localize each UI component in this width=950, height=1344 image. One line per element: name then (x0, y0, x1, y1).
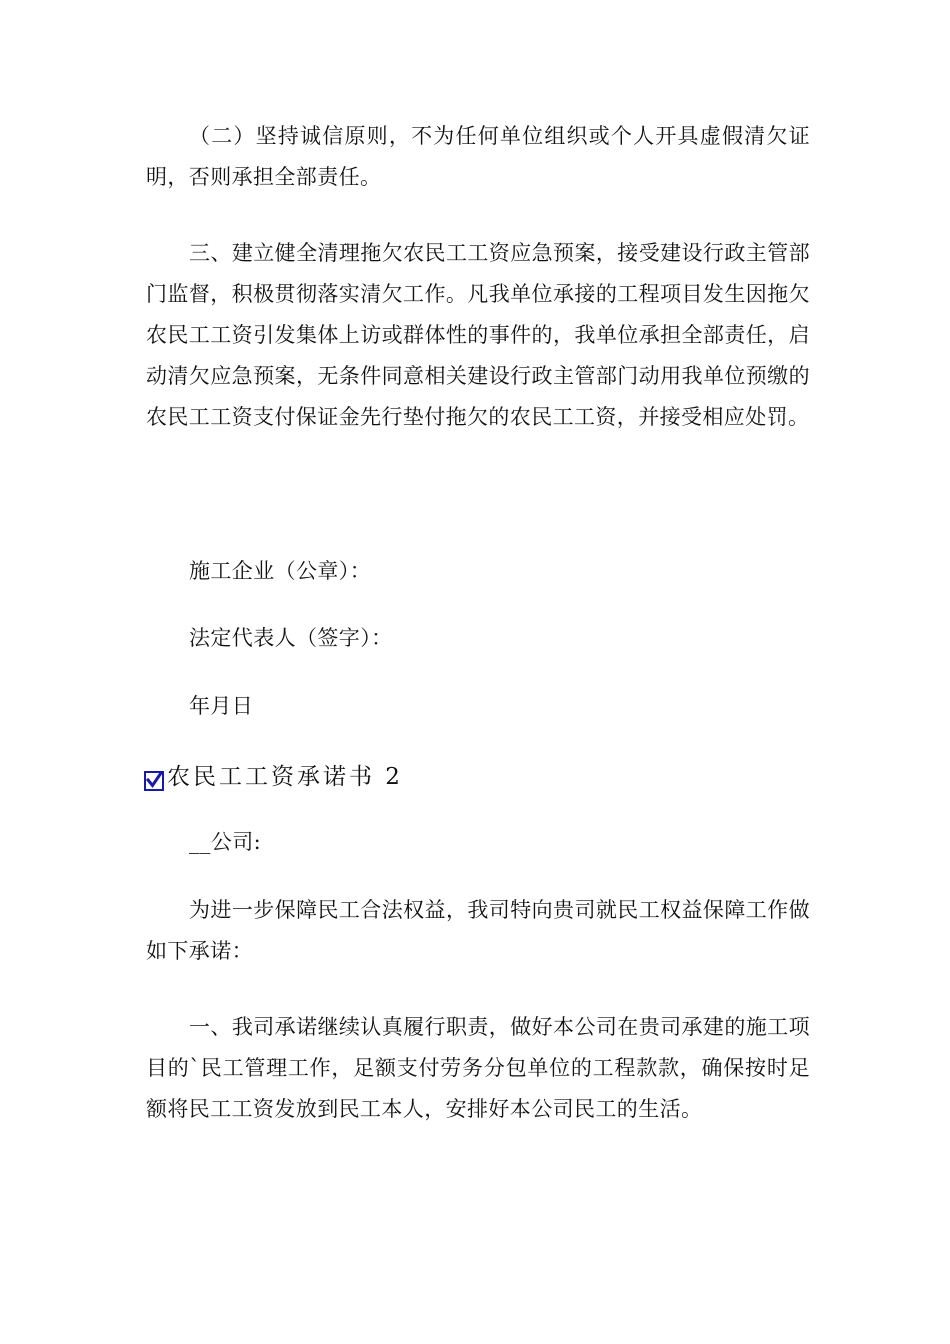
paragraph-item-3: 三、建立健全清理拖欠农民工工资应急预案，接受建设行政主管部门监督，积极贯彻落实清欠工作。凡我单位承接的工程项目发生因拖欠农民工工资引发集体上访或群体性的事件的，我单位承担全部责任，启动清欠应急预案，无条件同意相关建设行政主管部门动用我单位预缴的农民工工资支付保证金先行垫付拖欠的农民工工资，并接受相应处罚。 (146, 241, 810, 429)
legal-representative-line: 法定代表人（签字）： (189, 626, 393, 650)
date-line: 年月日 (189, 694, 254, 718)
section-title: 农民工工资承诺书 2 (167, 763, 403, 790)
paragraph-item-2: （二）坚持诚信原则，不为任何单位组织或个人开具虚假清欠证明，否则承担全部责任。 (146, 124, 810, 189)
addressee-line: __公司: (189, 830, 262, 854)
paragraph-intro: 为进一步保障民工合法权益，我司特向贵司就民工权益保障工作做如下承诺： (146, 898, 810, 963)
section-heading (144, 754, 403, 794)
checkbox-checked-icon (144, 771, 164, 791)
paragraph-commitment-1: 一、我司承诺继续认真履行职责，做好本公司在贵司承建的施工项目的`民工管理工作，足额支付劳务分包单位的工程款款，确保按时足额将民工工资发放到民工本人，安排好本公司民工的生活。 (146, 1015, 810, 1121)
company-seal-line: 施工企业（公章）： (189, 559, 372, 583)
